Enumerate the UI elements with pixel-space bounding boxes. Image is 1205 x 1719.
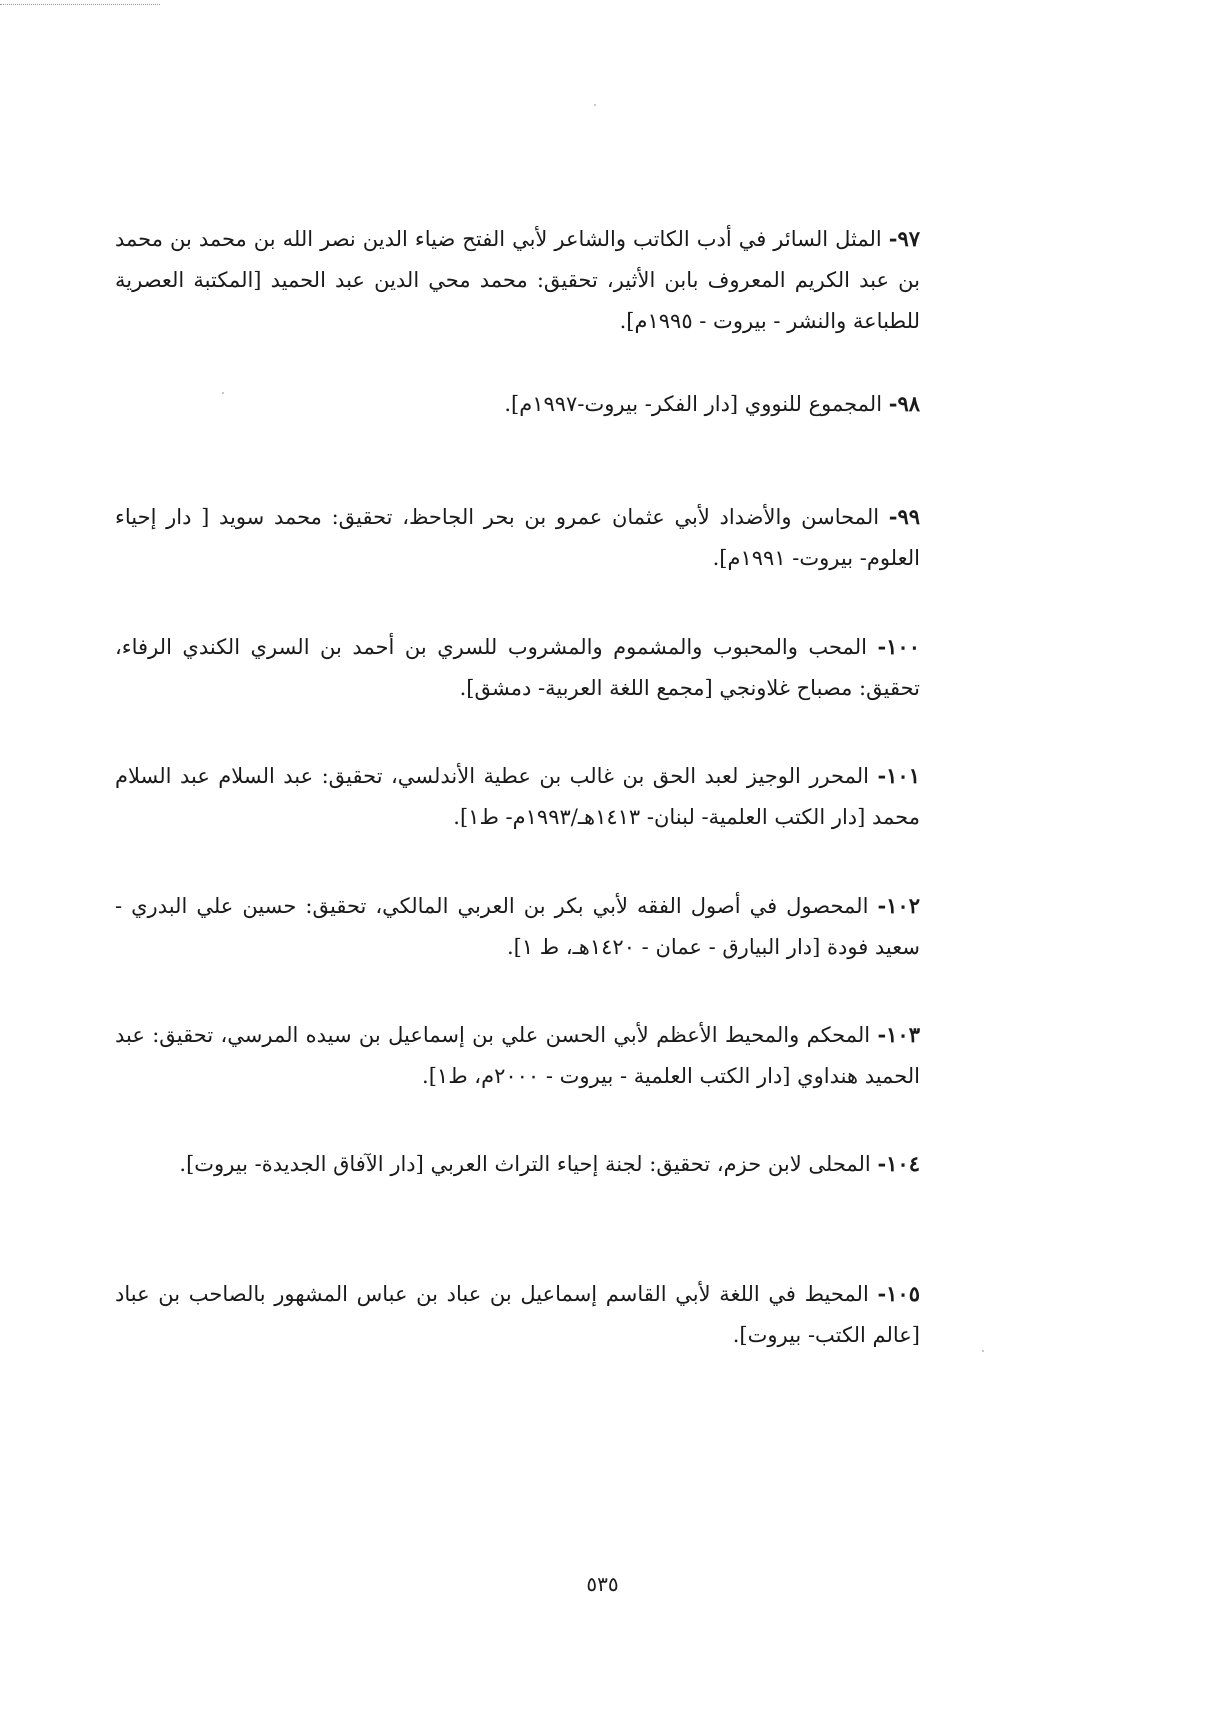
page-number: ٥٣٥ — [586, 1572, 619, 1596]
entry-number: ١٠٠- — [877, 634, 920, 659]
entry-number: ١٠٤- — [877, 1151, 920, 1176]
entry-text: المجموع للنووي [دار الفكر- بيروت-١٩٩٧م]. — [504, 392, 889, 416]
entry-number: ١٠٣- — [877, 1022, 920, 1047]
bibliography-entry — [115, 885, 920, 968]
entry-number: ٩٨- — [888, 391, 920, 416]
bibliography-entry — [115, 218, 920, 342]
entry-text: المحصول في أصول الفقه لأبي بكر بن العربي المالكي، تحقيق: حسين علي البدري - سعيد فودة [دار البيارق - عمان - ١٤٢٠هـ، ط ١]. — [115, 894, 920, 959]
bibliography-entry — [115, 626, 920, 709]
entry-text: المحكم والمحيط الأعظم لأبي الحسن علي بن إسماعيل بن سيده المرسي، تحقيق: عبد الحميد هنداوي [دار الكتب العلمية - بيروت - ٢٠٠٠م، ط١]. — [115, 1023, 920, 1088]
top-edge-rule — [0, 4, 160, 5]
bibliography-entry — [115, 755, 920, 838]
entry-text: المحرر الوجيز لعبد الحق بن غالب بن عطية الأندلسي، تحقيق: عبد السلام عبد السلام محمد [دار الكتب العلمية- لبنان- ١٤١٣هـ/١٩٩٣م- ط١]. — [115, 764, 920, 829]
entry-text: المحيط في اللغة لأبي القاسم إسماعيل بن عباد بن عباس المشهور بالصاحب بن عباد [عالم الكتب- بيروت]. — [115, 1282, 920, 1347]
entry-number: ١٠٥- — [877, 1281, 920, 1306]
entry-text: المحب والمحبوب والمشموم والمشروب للسري بن أحمد بن السري الكندي الرفاء، تحقيق: مصباح غلاونجي [مجمع اللغة العربية- دمشق]. — [115, 635, 920, 700]
entry-text: المحاسن والأضداد لأبي عثمان عمرو بن بحر الجاحظ، تحقيق: محمد سويد [ دار إحياء العلوم- بيروت- ١٩٩١م]. — [115, 505, 920, 570]
entry-number: ١٠٢- — [877, 893, 920, 918]
entry-number: ٩٧- — [888, 226, 920, 251]
bibliography-entry — [115, 1273, 920, 1356]
bibliography-entry — [115, 496, 920, 579]
entry-text: المثل السائر في أدب الكاتب والشاعر لأبي الفتح ضياء الدين نصر الله بن محمد بن محمد بن عبد الكريم المعروف بابن الأثير، تحقيق: محمد محي الدين عبد الحميد [المكتبة العصرية للطباعة والنشر - بيروت - ١٩٩٥م]. — [115, 227, 920, 333]
entry-text: المحلى لابن حزم، تحقيق: لجنة إحياء التراث العربي [دار الآفاق الجديدة- بيروت]. — [179, 1152, 878, 1176]
entry-number: ١٠١- — [877, 763, 920, 788]
entry-number: ٩٩- — [888, 504, 920, 529]
scan-speck — [594, 104, 596, 106]
scan-speck — [982, 1350, 984, 1352]
bibliography-entry — [115, 383, 920, 425]
bibliography-entry — [115, 1014, 920, 1097]
bibliography-entry — [115, 1143, 920, 1185]
